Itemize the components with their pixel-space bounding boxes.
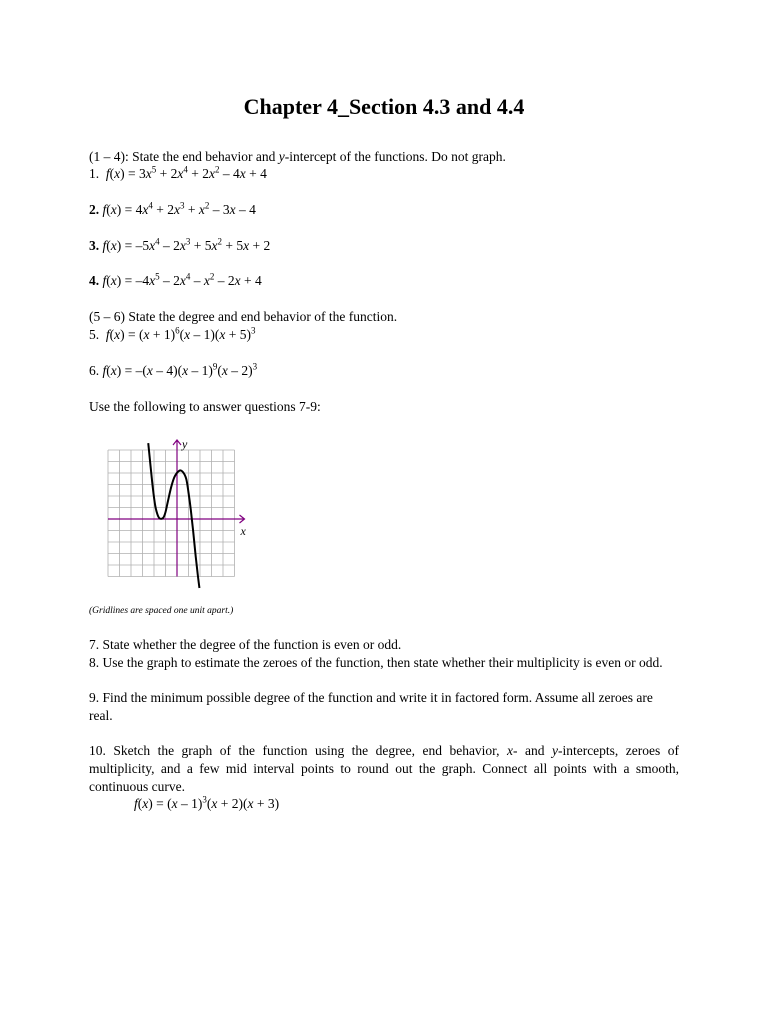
math-text: – 4)( — [152, 363, 183, 378]
math-text: – 1) — [177, 796, 203, 811]
math-exponent: 4 — [148, 200, 153, 211]
math-text: + 5 — [222, 238, 244, 253]
math-text: + 2 — [152, 202, 175, 217]
math-text: + 4 — [245, 166, 267, 181]
math-exponent: 6 — [175, 325, 180, 336]
math-variable: x — [243, 238, 250, 253]
section2-instruction: (5 – 6) State the degree and end behavior of the function. — [89, 309, 398, 324]
page-title: Chapter 4_Section 4.3 and 4.4 — [243, 94, 525, 119]
math-text: + 3) — [253, 796, 280, 811]
math-exponent: 4 — [185, 271, 191, 282]
question-7: 7. State whether the degree of the function is even or odd. — [89, 637, 402, 652]
math-variable: x — [174, 202, 181, 217]
math-text: ( — [206, 796, 212, 811]
math-exponent: 4 — [183, 164, 188, 175]
math-text: – 2 — [159, 238, 180, 253]
math-text: – 4 — [235, 202, 256, 217]
math-variable: x — [171, 796, 178, 811]
math-variable: x — [146, 363, 153, 378]
math-text: = –( — [124, 363, 147, 378]
math-exponent: 5 — [151, 164, 157, 175]
math-text: = ( — [128, 327, 144, 342]
math-variable: x — [234, 273, 241, 288]
math-text: + 2 — [249, 238, 271, 253]
math-variable: x — [229, 202, 236, 217]
math-text: + 5) — [225, 327, 251, 342]
problem-1: 1. $f(x) = 3x^5 + 2x^4 + 2x^2 - 4x + 4$ — [89, 164, 267, 181]
y-axis — [173, 440, 181, 577]
math-exponent: 3 — [252, 361, 258, 372]
math-text: = 3 — [128, 166, 146, 181]
math-variable: x — [198, 202, 205, 217]
math-variable: x — [247, 796, 254, 811]
polynomial-graph — [102, 436, 262, 596]
problem-3: 3. $f(x) = -5x^4 - 2x^3 + 5x^2 + 5x + 2$ — [89, 236, 271, 253]
math-variable: x — [209, 166, 216, 181]
x-axis — [108, 515, 245, 523]
math-text: = –5 — [124, 238, 150, 253]
math-variable: x — [145, 166, 152, 181]
math-text: = –4 — [124, 273, 150, 288]
problem-5: 5. $f(x) = (x + 1)^6(x - 1)(x + 5)^3$ — [89, 325, 256, 342]
math-exponent: 3 — [185, 236, 191, 247]
question-10: 10. Sketch the graph of the function using the degree, end behavior, x- and y-intercepts, zeroes of multiplicity, and a few mid interval points to round out the graph. Connect all points with a smooth, continuous curve. — [89, 743, 679, 794]
math-variable: x — [179, 273, 186, 288]
math-exponent: 5 — [155, 271, 160, 282]
math-exponent: 3 — [180, 200, 185, 211]
math-variable: x — [239, 166, 246, 181]
math-text: + 5 — [190, 238, 212, 253]
math-text: + 2 — [187, 166, 210, 181]
math-text: + 4 — [240, 273, 262, 288]
math-text: – 1) — [188, 363, 213, 378]
graph-axes — [108, 440, 245, 577]
math-variable: x — [211, 796, 218, 811]
math-exponent: 3 — [250, 325, 256, 336]
math-exponent: 2 — [215, 164, 220, 175]
math-exponent: 4 — [155, 236, 160, 247]
question-8: 8. Use the graph to estimate the zeroes of the function, then state whether their multiplicity is even or odd. — [89, 655, 663, 670]
math-exponent: 3 — [202, 794, 207, 805]
graph-caption: (Gridlines are spaced one unit apart.) — [89, 606, 234, 616]
math-variable: x — [219, 327, 226, 342]
math-variable: x — [149, 238, 156, 253]
math-variable: x — [203, 273, 210, 288]
math-text: + 1) — [149, 327, 176, 342]
problem-4: 4. $f(x) = -4x^5 - 2x^4 - x^2 - 2x + 4$ — [89, 271, 262, 288]
math-variable: x — [177, 166, 184, 181]
math-text: – 2) — [227, 363, 253, 378]
math-text: + — [184, 202, 199, 217]
math-exponent: 9 — [212, 361, 218, 372]
math-variable: x — [142, 202, 149, 217]
x-axis-label: x — [240, 524, 246, 538]
math-text: ( — [217, 363, 222, 378]
section1-instruction: (1 – 4): State the end behavior and y-intercept of the functions. Do not graph. — [89, 149, 506, 164]
graph-curve — [148, 443, 199, 588]
math-variable: x — [184, 327, 191, 342]
math-text: + 2 — [156, 166, 178, 181]
math-exponent: 2 — [217, 236, 223, 247]
math-variable: x — [179, 238, 186, 253]
math-text: ( — [179, 327, 185, 342]
problem-6: 6. f(x) = –(x – 4)(x – 1)$^9$(x – 2)$^3$ — [89, 361, 258, 378]
math-exponent: 2 — [204, 200, 210, 211]
math-text: – 3 — [209, 202, 230, 217]
math-text: – 1)( — [190, 327, 220, 342]
math-text: + 2)( — [217, 796, 248, 811]
math-variable: x — [221, 363, 228, 378]
math-text: = 4 — [124, 202, 143, 217]
math-text: – — [190, 273, 204, 288]
math-variable: x — [211, 238, 218, 253]
math-text: – 4 — [219, 166, 240, 181]
math-text: – 2 — [159, 273, 180, 288]
y-axis-label: y — [182, 437, 188, 451]
math-text: = ( — [156, 796, 172, 811]
graph-grid — [108, 450, 235, 577]
math-variable: x — [143, 327, 150, 342]
math-exponent: 2 — [209, 271, 215, 282]
question-10-function: f(x) = (x – 1)$^3$(x + 2)(x + 3) — [134, 794, 280, 811]
graph-intro: Use the following to answer questions 7-9: — [89, 399, 321, 414]
math-text: – 2 — [214, 273, 235, 288]
math-variable: x — [182, 363, 189, 378]
math-variable: x — [149, 273, 156, 288]
question-9: 9. Find the minimum possible degree of the function and write it in factored form. Assume all zeroes are real. — [89, 690, 653, 723]
problem-2: 2. $f(x) = 4x^4 + 2x^3 + x^2 - 3x - 4$ — [89, 200, 256, 217]
